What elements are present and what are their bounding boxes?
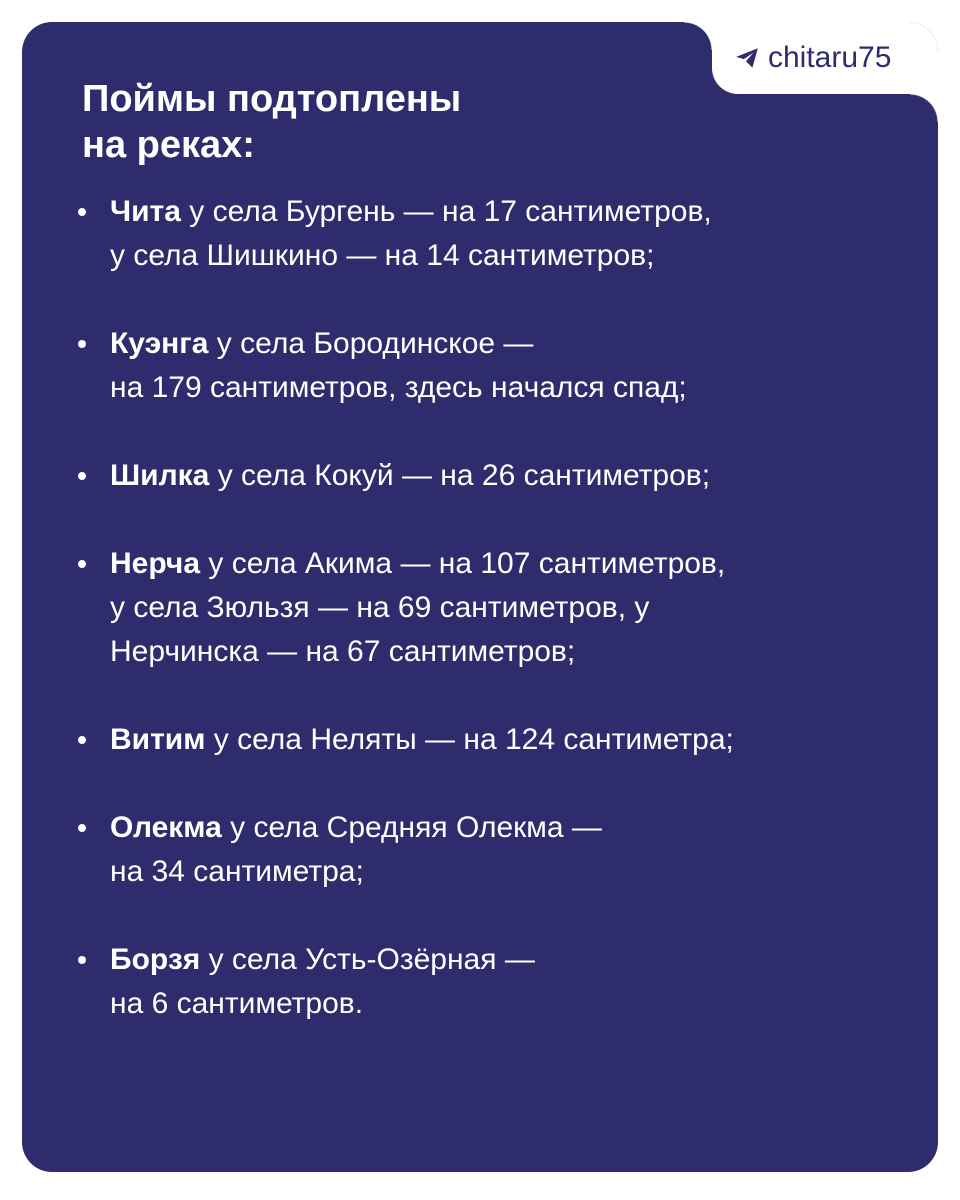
item-text: у села Бургень — на 17 сантиметров, <box>180 195 712 228</box>
river-name: Витим <box>110 723 206 756</box>
item-line: на 34 сантиметра; <box>110 855 364 888</box>
river-name: Борзя <box>110 943 201 976</box>
list-item <box>74 454 904 498</box>
item-line <box>110 322 904 366</box>
item-line <box>110 542 904 586</box>
post-card <box>22 22 938 1172</box>
item-line <box>110 938 904 982</box>
river-list <box>74 190 904 1070</box>
list-item <box>74 542 904 674</box>
item-text: у села Средняя Олекма — <box>221 811 602 844</box>
item-line: на 179 сантиметров, здесь начался спад; <box>110 371 687 404</box>
post-title <box>82 76 642 168</box>
river-name: Куэнга <box>110 327 209 360</box>
river-name: Шилка <box>110 459 210 492</box>
item-text: у села Неляты — на 124 сантиметра; <box>205 723 734 756</box>
item-text: у села Акима — на 107 сантиметров, <box>200 547 726 580</box>
item-line: у села Зюльзя — на 69 сантиметров, у <box>110 591 650 624</box>
list-item <box>74 938 904 1026</box>
bullet <box>78 956 86 964</box>
item-line <box>110 806 904 850</box>
item-line: у села Шишкино — на 14 сантиметров; <box>110 239 655 272</box>
item-line: на 6 сантиметров. <box>110 987 364 1020</box>
list-item <box>74 190 904 278</box>
item-line: Нерчинска — на 67 сантиметров; <box>110 635 576 668</box>
bullet <box>78 472 86 480</box>
bullet <box>78 736 86 744</box>
list-item <box>74 322 904 410</box>
list-item <box>74 806 904 894</box>
telegram-icon <box>734 45 760 71</box>
title-line: на реках: <box>82 124 255 166</box>
handle-text: chitaru75 <box>768 41 892 74</box>
bullet <box>78 560 86 568</box>
item-text: у села Бородинское — <box>208 327 534 360</box>
item-line <box>110 718 904 762</box>
river-name: Олекма <box>110 811 222 844</box>
item-line <box>110 454 904 498</box>
channel-handle[interactable] <box>734 40 891 76</box>
item-text: у села Усть-Озёрная — <box>200 943 535 976</box>
bullet <box>78 208 86 216</box>
bullet <box>78 824 86 832</box>
river-name: Чита <box>110 195 181 228</box>
river-name: Нерча <box>110 547 201 580</box>
list-item <box>74 718 904 762</box>
bullet <box>78 340 86 348</box>
title-line: Поймы подтоплены <box>82 78 462 120</box>
item-text: у села Кокуй — на 26 сантиметров; <box>209 459 711 492</box>
item-line <box>110 190 904 234</box>
